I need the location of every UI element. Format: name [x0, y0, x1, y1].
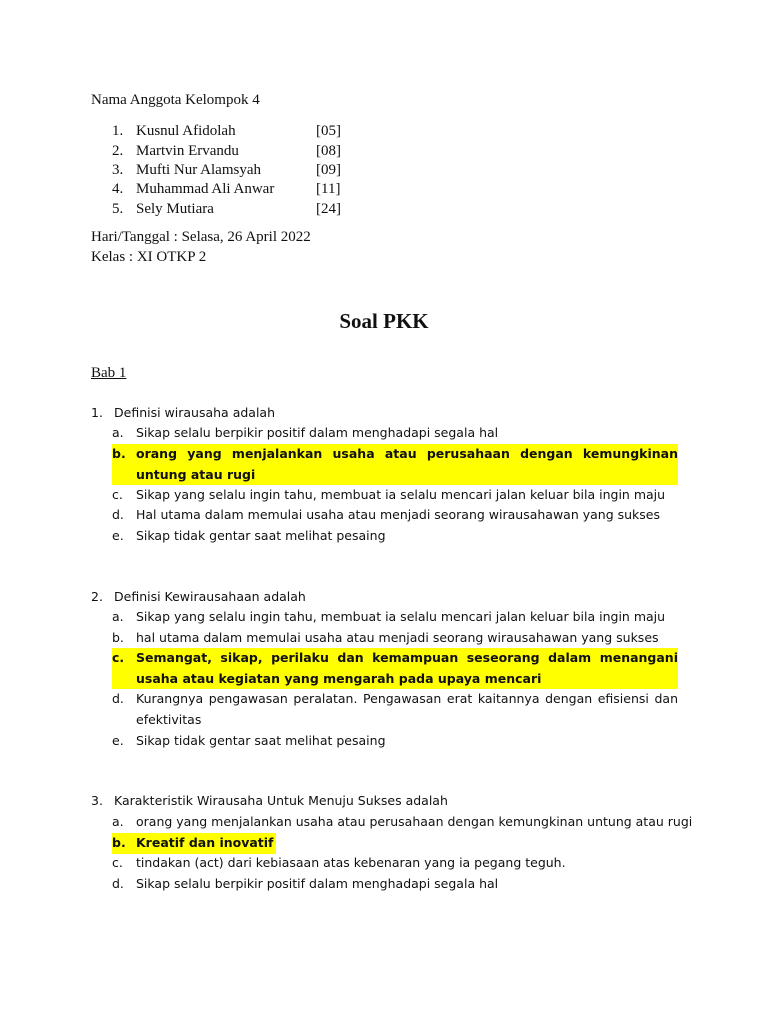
class-line: Kelas : XI OTKP 2 [91, 249, 207, 265]
option-3a [112, 812, 693, 833]
option-letter: c. [112, 487, 123, 502]
option-text: orang yang menjalankan usaha atau perusahaan dengan kemungkinan untung atau rugi [136, 814, 693, 829]
member-item [112, 199, 341, 219]
member-name: Muhammad Ali Anwar [136, 181, 275, 197]
option-text: Sikap tidak gentar saat melihat pesaing [136, 528, 386, 543]
option-1e [112, 526, 678, 547]
member-number: 3. [112, 162, 124, 178]
option-text: Sikap selalu berpikir positif dalam menghadapi segala hal [136, 876, 499, 891]
question-number: 1. [91, 405, 103, 420]
member-item [112, 160, 341, 180]
option-letter: b. [112, 835, 126, 850]
option-letter: b. [112, 630, 124, 645]
option-2c-correct [112, 648, 678, 689]
option-letter: e. [112, 733, 124, 748]
option-letter: d. [112, 507, 124, 522]
option-text: orang yang menjalankan usaha atau perusahaan dengan kemungkinan untung atau rugi [136, 446, 678, 482]
option-text: Hal utama dalam memulai usaha atau menjadi seorang wirausahawan yang sukses [136, 507, 660, 522]
option-3d [112, 874, 678, 895]
member-name: Kusnul Afidolah [136, 123, 236, 139]
question-number: 2. [91, 589, 103, 604]
question-number: 3. [91, 793, 103, 808]
member-number: 5. [112, 201, 124, 217]
option-letter: a. [112, 609, 124, 624]
option-1a [112, 423, 678, 444]
option-1c [112, 485, 678, 506]
page-title: Soal PKK [339, 309, 429, 333]
option-1b-correct [112, 444, 678, 485]
option-text: hal utama dalam memulai usaha atau menjadi seorang wirausahawan yang sukses [136, 630, 659, 645]
option-2d [112, 689, 678, 730]
option-text: Sikap yang selalu ingin tahu, membuat ia selalu mencari jalan keluar bila ingin maju [136, 609, 666, 624]
option-letter: d. [112, 691, 124, 706]
option-letter: b. [112, 446, 126, 461]
member-item [112, 141, 341, 161]
member-item [112, 179, 341, 199]
member-name: Sely Mutiara [136, 201, 214, 217]
option-text: Semangat, sikap, perilaku dan kemampuan seseorang dalam menangani usaha atau kegiatan yang mengarah pada upaya mencari [136, 650, 678, 686]
member-number: 1. [112, 123, 124, 139]
date-line: Hari/Tanggal : Selasa, 26 April 2022 [91, 229, 311, 245]
member-code: [11] [316, 181, 341, 197]
option-letter: d. [112, 876, 124, 891]
question-1 [91, 403, 275, 423]
question-text: Karakteristik Wirausaha Untuk Menuju Sukses adalah [114, 793, 448, 808]
option-letter: a. [112, 814, 124, 829]
member-number: 4. [112, 181, 124, 197]
question-text: Definisi wirausaha adalah [114, 405, 275, 420]
member-name: Martvin Ervandu [136, 143, 239, 159]
question-text: Definisi Kewirausahaan adalah [114, 589, 306, 604]
member-item [112, 121, 341, 141]
option-text: Kurangnya pengawasan peralatan. Pengawasan erat kaitannya dengan efisiensi dan efektivitas [136, 691, 678, 727]
option-text: Sikap tidak gentar saat melihat pesaing [136, 733, 386, 748]
member-name: Mufti Nur Alamsyah [136, 162, 261, 178]
question-3 [91, 791, 448, 811]
option-2b [112, 628, 678, 649]
member-code: [09] [316, 162, 341, 178]
option-1d [112, 505, 678, 526]
option-3b-correct [112, 833, 276, 854]
option-letter: c. [112, 855, 123, 870]
member-code: [05] [316, 123, 341, 139]
option-text: tindakan (act) dari kebiasaan atas kebenaran yang ia pegang teguh. [136, 855, 566, 870]
option-3c [112, 853, 678, 874]
member-code: [24] [316, 201, 341, 217]
group-label: Nama Anggota Kelompok 4 [91, 92, 260, 108]
chapter-heading: Bab 1 [91, 365, 127, 381]
option-2a [112, 607, 678, 628]
option-letter: e. [112, 528, 124, 543]
member-number: 2. [112, 143, 124, 159]
question-2 [91, 587, 306, 607]
option-letter: c. [112, 650, 125, 665]
option-text: Kreatif dan inovatif [136, 835, 274, 850]
option-text: Sikap selalu berpikir positif dalam menghadapi segala hal [136, 425, 499, 440]
option-letter: a. [112, 425, 124, 440]
option-2e [112, 731, 678, 752]
member-code: [08] [316, 143, 341, 159]
option-text: Sikap yang selalu ingin tahu, membuat ia selalu mencari jalan keluar bila ingin maju [136, 487, 666, 502]
